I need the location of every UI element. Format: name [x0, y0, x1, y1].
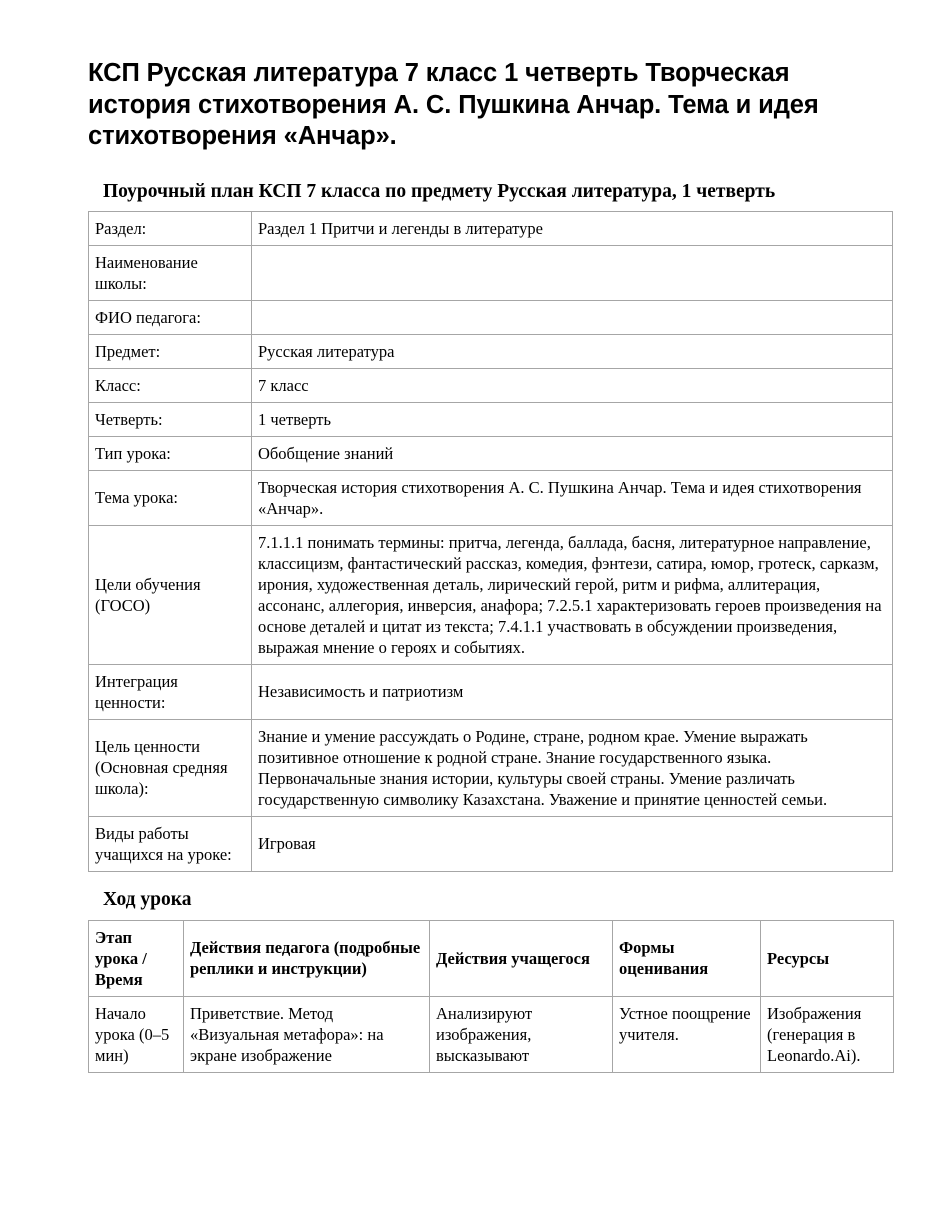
row-label: Класс: [89, 368, 252, 402]
row-value [252, 300, 893, 334]
row-label: Тема урока: [89, 470, 252, 525]
plan-heading: Поурочный план КСП 7 класса по предмету Русская литература, 1 четверть [103, 180, 776, 202]
table-row [89, 816, 893, 871]
table-row [89, 368, 893, 402]
row-label: Виды работы учащихся на уроке: [89, 816, 252, 871]
table-row [89, 334, 893, 368]
row-label: Наименование школы: [89, 245, 252, 300]
row-value: Независимость и патриотизм [252, 664, 893, 719]
row-value: 7.1.1.1 понимать термины: притча, легенда, баллада, басня, литературное направление, классицизм, фантастический рассказ, комедия, фэнтези, сатира, юмор, гротеск, сарказм, ирония, художественная деталь, лирический герой, ритм и рифма, аллитерация, ассонанс, аллегория, инверсия, анафора; 7.2.5.1 характеризовать героев произведения на основе деталей и цитат из текста; 7.4.1.1 участвовать в обсуждении произведения, выражая мнение о героях и событиях. [252, 525, 893, 664]
column-header-teacher-actions: Действия педагога (подробные реплики и инструкции) [184, 920, 430, 996]
lesson-progress-heading: Ход урока [103, 888, 192, 910]
document-page [88, 58, 893, 1073]
table-row [89, 719, 893, 816]
column-header-stage: Этап урока / Время [89, 920, 184, 996]
row-label: Цели обучения (ГОСО) [89, 525, 252, 664]
table-row [89, 300, 893, 334]
cell-teacher-actions: Приветствие. Метод «Визуальная метафора»: на экране изображение [184, 996, 430, 1072]
table-row [89, 245, 893, 300]
document-title: КСП Русская литература 7 класс 1 четверть Творческая история стихотворения А. С. Пушкина Анчар. Тема и идея стихотворения «Анчар». [88, 59, 819, 150]
row-value: Русская литература [252, 334, 893, 368]
cell-resources: Изображения (генерация в Leonardo.Ai). [761, 996, 894, 1072]
cell-assessment: Устное поощрение учителя. [613, 996, 761, 1072]
row-label: Цель ценности (Основная средняя школа): [89, 719, 252, 816]
column-header-resources: Ресурсы [761, 920, 894, 996]
row-label: Интеграция ценности: [89, 664, 252, 719]
row-value: Игровая [252, 816, 893, 871]
lesson-info-table [88, 211, 893, 872]
row-value: 7 класс [252, 368, 893, 402]
row-label: Четверть: [89, 402, 252, 436]
table-row [89, 436, 893, 470]
row-label: Тип урока: [89, 436, 252, 470]
cell-stage: Начало урока (0–5 мин) [89, 996, 184, 1072]
row-value: 1 четверть [252, 402, 893, 436]
lesson-info-body [89, 211, 893, 871]
row-label: Раздел: [89, 211, 252, 245]
row-value: Знание и умение рассуждать о Родине, стране, родном крае. Умение выражать позитивное отношение к родной стране. Знание государственного языка. Первоначальные знания истории, культуры своей страны. Умение различать государственную символику Казахстана. Уважение и принятие ценностей семьи. [252, 719, 893, 816]
column-header-student-actions: Действия учащегося [430, 920, 613, 996]
row-label: Предмет: [89, 334, 252, 368]
table-row [89, 402, 893, 436]
lesson-progress-table [88, 920, 894, 1073]
table-row [89, 664, 893, 719]
row-value: Обобщение знаний [252, 436, 893, 470]
row-label: ФИО педагога: [89, 300, 252, 334]
table-row [89, 996, 894, 1072]
row-value [252, 245, 893, 300]
column-header-assessment: Формы оценивания [613, 920, 761, 996]
row-value: Раздел 1 Притчи и легенды в литературе [252, 211, 893, 245]
table-row [89, 211, 893, 245]
cell-student-actions: Анализируют изображения, высказывают [430, 996, 613, 1072]
table-row [89, 470, 893, 525]
lesson-header-row [89, 920, 894, 996]
table-row [89, 525, 893, 664]
row-value: Творческая история стихотворения А. С. Пушкина Анчар. Тема и идея стихотворения «Анчар». [252, 470, 893, 525]
